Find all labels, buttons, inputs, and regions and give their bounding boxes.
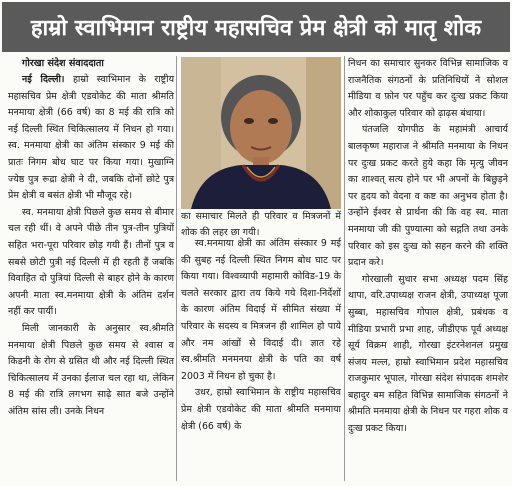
paragraph: निधन का समाचार सुनकर विभिन्न सामाजिक व राजनैतिक संगठनों के प्रतिनिधियों ने सोशल मीडिया व फ़ोन पर पहुँच कर दुःख प्रकट किया और शोकाकुल परिवार को ढ़ाढ़स बंधाया। xyxy=(348,58,508,119)
paragraph: पंतजलि योगपीठ के महामंत्री आचार्य बालकृष्ण महाराज ने श्रीमति मनमाया के निधन पर दुःख प्रकट करते हुये कहा कि मृत्यु जीवन का शाश्वत् सत्य होने पर भी अपनों के बिछुड़ने पर हृदय को वेदना व कष्ट का अनुभव होता है। उन्होंने ईश्वर से प्रार्थना की कि वह स्व. माता मनमाया जी की पुण्यात्मा को सद्गति तथा उनके परिवार को इस दुःख को सहन करने की शक्ति प्रदान करे। xyxy=(348,124,508,269)
paragraph: गोरखाली सुधार सभा अध्यक्ष पदम सिंह थापा, वरि.उपाध्यक्ष राजन क्षेत्री, उपाध्यक्ष पूजा सुब्बा, महासचिव गोपाल क्षेत्री, प्रबंधक व मीडिया प्रभारी प्रभा शाह, जीडीएफ पूर्व अध्यक्ष सूर्य विक्रम शाही, गोरखा इंटरनेशनल प्रमुख संजय मल्ल, हाम्रो स्वाभिमान प्रदेश महासचिव राजकुमार भूपाल, गोरखा संदेश संपादक शमशेर बहादुर बम सहित विभिन्न सामाजिक संगठनों ने श्रीमति मनमाया क्षेत्री के निधन पर गहरा शोक व दुःख प्रकट किया। xyxy=(348,273,509,435)
paragraph: मिली जानकारी के अनुसार स्व.श्रीमति मनमाया क्षेत्री पिछले कुछ समय से श्वास व किडनी के रोग से ग्रसित थी और नई दिल्ली स्थित चिकित्सालय में उनका ईलाज चल रहा था, लेकिन 8 मई की रात्रि लगभग साढ़े सात बजे उन्होंने अंतिम सांस ली। उनके निधन xyxy=(8,322,174,417)
paragraph-text: हाम्रो स्वाभिमान के राष्ट्रीय महासचिव प्रेम क्षेत्री एडवोकेट की माता श्रीमति मनमाया क्षेत्री (66 वर्ष) का 8 मई की रात्रि को नई दिल्ली स्थित चिकित्सालय में निधन हो गया। स्व. मनमाया क्षेत्री का अंतिम संस्कार 9 मई की प्रातः निगम बोध घाट पर किया गया। मुखाग्नि ज्येष्ठ पुत्र रूद्रा क्षेत्री ने दी, जबकि दोनों छोटे पुत्र प्रेम क्षेत्री व बसंत क्षेत्री भी मौजूद रहे। xyxy=(8,74,175,202)
byline: गोरखा संदेश संवाददाता xyxy=(22,58,104,69)
paragraph: स्व.मनमाया क्षेत्री का अंतिम संस्कार 9 मई की सुबह नई दिल्ली स्थित निगम बोध घाट पर किया गया। विश्वव्यापी महामारी कोविड-19 के चलते सरकार द्वारा तय किये गये दिशा-निर्देशों के कारण अंतिम विदाई में सीमित संख्या में परिवार के सदस्य व मित्रजन ही शामिल हो पाये और नम आंखों से विदाई दी। ज्ञात रहे स्व.श्रीमति मनमनया क्षेत्री के पति का वर्ष 2003 में निधन हो चुका है। xyxy=(181,238,341,382)
headline: हाम्रो स्वाभिमान राष्ट्रीय महासचिव प्रेम क्षेत्री को मातृ शोक xyxy=(2,2,510,52)
article-column-1 xyxy=(8,56,174,420)
dateline: नई दिल्ली। xyxy=(22,74,65,85)
article-column-2 xyxy=(181,236,341,435)
paragraph: उधर, हाम्रो स्वाभिमान के राष्ट्रीय महासचिव प्रेम क्षेत्री एडवोकेट की माता श्रीमति मनमाया क्षेत्री (66 वर्ष) के xyxy=(181,387,341,432)
portrait-photo xyxy=(181,57,341,209)
portrait-illustration xyxy=(181,57,341,209)
paragraph xyxy=(8,72,174,205)
photo-caption: का समाचार मिलते ही परिवार व मित्रजनों में शोक की लहर छा गयी। xyxy=(181,211,341,238)
article-column-3 xyxy=(348,56,508,438)
column-divider-right xyxy=(344,56,345,481)
column-divider-left xyxy=(176,56,177,481)
paragraph: स्व. मनमाया क्षेत्री पिछले कुछ समय से बीमार चल रही थीं। वे अपने पीछे तीन पुत्र-तीन पुत्रियों सहित भरा-पूरा परिवार छोड़ गयी हैं। तीनों पुत्र व सबसे छोटी पुत्री नई दिल्ली में ही रहती हैं जबकि विवाहित दो पुत्रियां दिल्ली से बाहर होने के कारण अपनी माता स्व.मनमाया क्षेत्री के अंतिम दर्शन नहीं कर पायीं। xyxy=(8,206,174,318)
